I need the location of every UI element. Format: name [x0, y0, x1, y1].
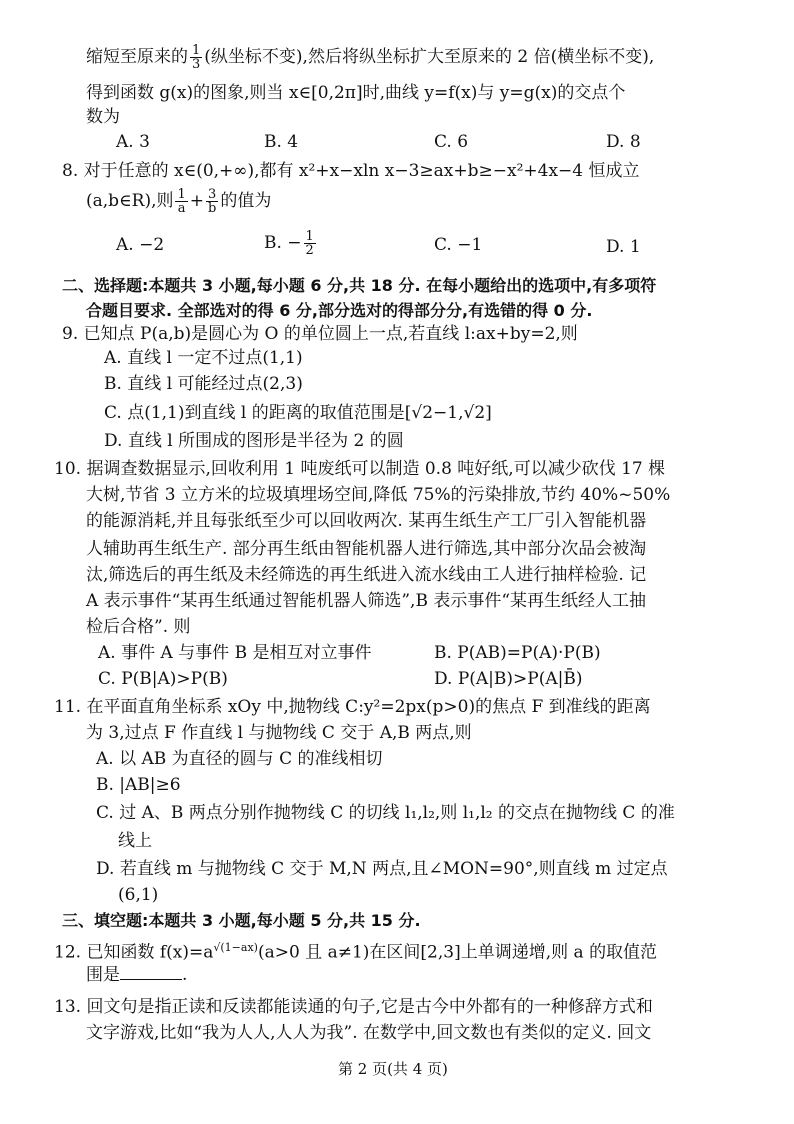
q9-stem: 9. 已知点 P(a,b)是圆心为 O 的单位圆上一点,若直线 l:ax+by=2,则: [62, 324, 578, 344]
q11-option-d-line-2: (6,1): [118, 885, 159, 905]
q8-option-c: C. −1: [434, 235, 483, 255]
q7-option-c: C. 6: [434, 132, 469, 152]
q10-option-b: B. P(AB)=P(A)·P(B): [434, 643, 601, 663]
q9-option-c: C. 点(1,1)到直线 l 的距离的取值范围是[√2−1,√2]: [104, 403, 492, 423]
q13-stem-line-1: 13. 回文句是指正读和反读都能读通的句子,它是古今中外都有的一种修辞方式和: [54, 997, 653, 1017]
q11-option-b: B. |AB|≥6: [96, 775, 181, 795]
q7-option-b: B. 4: [264, 132, 299, 152]
q8-stem-line-1: 8. 对于任意的 x∈(0,+∞),都有 x²+x−xln x−3≥ax+b≥−x²+4x−4 恒成立: [62, 161, 640, 181]
q7-text: (纵坐标不变),然后将纵坐标扩大至原来的 2 倍(横坐标不变),: [204, 47, 655, 67]
q8-fraction-2: $\frac{3}{b}$: [208, 187, 217, 216]
section-2-heading-line-1: 二、选择题:本题共 3 小题,每小题 6 分,共 18 分. 在每小题给出的选项中,有多项符: [62, 276, 657, 295]
q9-option-b: B. 直线 l 可能经过点(2,3): [104, 374, 303, 394]
q9-option-d: D. 直线 l 所围成的图形是半径为 2 的圆: [104, 431, 404, 451]
q8-option-b: B. − $\frac{1}{2}$: [264, 229, 314, 258]
q11-option-a: A. 以 AB 为直径的圆与 C 的准线相切: [96, 749, 383, 769]
q10-stem-line-3: 的能源消耗,并且每张纸至少可以回收两次. 某再生纸生产工厂引入智能机器: [86, 511, 647, 531]
q8-stem-line-2: (a,b∈R),则 $\frac{1}{a}$ + $\frac{3}{b}$ 的值为: [86, 187, 272, 216]
q12-stem-line-1: 12. 已知函数 $f(x)=a^{√(1-ax)}(a>0$ 且 a≠1)在区间[2,3]上单调递增,则 a 的取值范: [54, 941, 658, 963]
q11-option-d-line-1: D. 若直线 m 与抛物线 C 交于 M,N 两点,且∠MON=90°,则直线 m 过定点: [96, 859, 668, 879]
q10-option-c: C. P(B|A)>P(B): [98, 669, 228, 689]
q11-option-c-line-1: C. 过 A、B 两点分别作抛物线 C 的切线 l₁,l₂,则 l₁,l₂ 的交点在抛物线 C 的准: [96, 803, 675, 823]
q7-option-a: A. 3: [116, 132, 150, 152]
q10-stem-line-1: 10. 据调查数据显示,回收利用 1 吨废纸可以制造 0.8 吨好纸,可以减少砍伐 17 棵: [54, 459, 666, 479]
section-2-heading-line-2: 合题目要求. 全部选对的得 6 分,部分选对的得部分分,有选错的得 0 分.: [86, 301, 593, 320]
q7-option-d: D. 8: [606, 132, 641, 152]
q13-stem-line-2: 文字游戏,比如“我为人人,人人为我”. 在数学中,回文数也有类似的定义. 回文: [86, 1023, 652, 1043]
q11-stem-line-1: 11. 在平面直角坐标系 xOy 中,抛物线 C:y²=2px(p>0)的焦点 F 到准线的距离: [54, 697, 651, 717]
q8-fraction-1: $\frac{1}{a}$: [177, 187, 186, 216]
q10-stem-line-4: 人辅助再生纸生产. 部分再生纸由智能机器人进行筛选,其中部分次品会被淘: [86, 539, 647, 559]
q10-stem-line-2: 大树,节省 3 立方米的垃圾填埋场空间,降低 75%的污染排放,节约 40%~50%: [86, 485, 671, 505]
q10-stem-line-5: 汰,筛选后的再生纸及未经筛选的再生纸进入流水线由工人进行抽样检验. 记: [86, 565, 647, 585]
q7-line-2: 得到函数 g(x)的图象,则当 x∈[0,2π]时,曲线 y=f(x)与 y=g(x)的交点个: [86, 83, 626, 103]
page-footer: 第 2 页(共 4 页): [338, 1060, 448, 1078]
q9-option-a: A. 直线 l 一定不过点(1,1): [104, 348, 303, 368]
q8-option-d: D. 1: [606, 237, 641, 257]
q10-stem-line-6: A 表示事件“某再生纸通过智能机器人筛选”,B 表示事件“某再生纸经人工抽: [86, 591, 647, 611]
q12-stem-line-2: 围是 .: [86, 965, 188, 985]
q8-option-b-fraction: $\frac{1}{2}$: [305, 229, 314, 258]
q12-answer-blank[interactable]: [120, 965, 182, 980]
q10-option-d: D. P(A|B)>P(A|B̄): [434, 669, 583, 689]
q7-line-3: 数为: [86, 107, 120, 127]
q10-option-a: A. 事件 A 与事件 B 是相互对立事件: [98, 643, 372, 663]
q11-stem-line-2: 为 3,过点 F 作直线 l 与抛物线 C 交于 A,B 两点,则: [86, 723, 472, 743]
q10-stem-line-7: 检后合格”. 则: [86, 617, 191, 637]
q8-option-a: A. −2: [116, 235, 165, 255]
q7-text: 缩短至原来的: [86, 47, 188, 67]
section-3-heading: 三、填空题:本题共 3 小题,每小题 5 分,共 15 分.: [62, 911, 421, 930]
q11-option-c-line-2: 线上: [118, 831, 152, 851]
q7-fraction: $\frac{1}{3}$: [192, 43, 201, 72]
q12-exponent: √(1−ax): [213, 941, 258, 954]
q7-line-1: [86, 44, 654, 71]
